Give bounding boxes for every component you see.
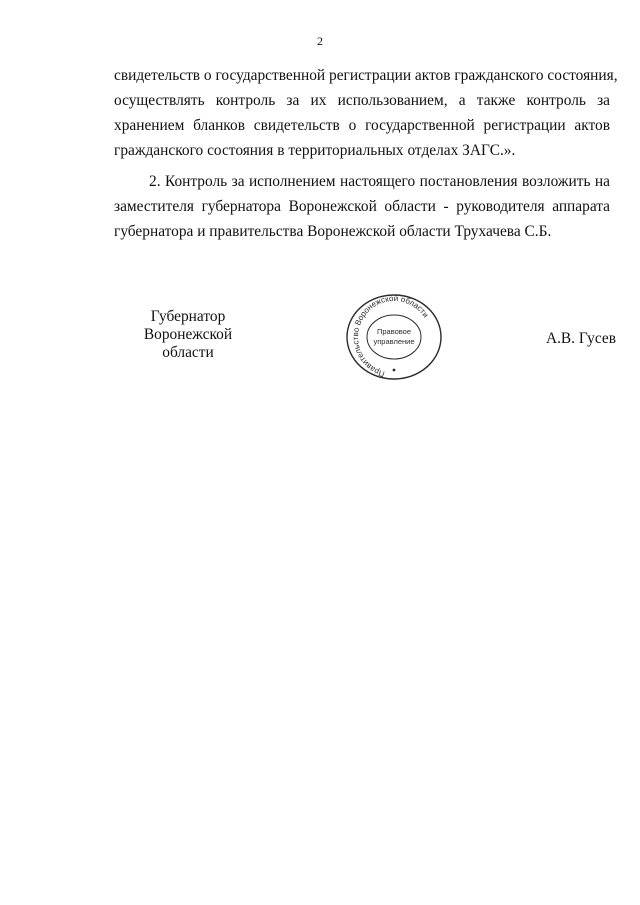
paragraph-2-line-2: заместителя губернатора Воронежской области - руководителя аппарата [114,198,610,215]
signatory-title [118,308,258,362]
paragraph-2-line-3: губернатора и правительства Воронежской области Трухачева С.Б. [114,223,552,240]
paragraph-2-line-1: 2. Контроль за исполнением настоящего постановления возложить на [149,173,610,190]
signatory-name: А.В. Гусев [545,330,616,347]
signatory-title-line-2: Воронежской области [143,326,233,361]
seal-outer-text: Правительство Воронежской области [350,293,431,379]
page-number: 2 [317,34,323,48]
seal-star-icon [393,369,396,372]
paragraph-1-line-4: гражданского состояния в территориальных отделах ЗАГС.». [114,142,516,159]
seal-inner-line-1: Правовое [376,327,412,336]
paragraph-1-line-1: свидетельств о государственной регистрации актов гражданского состояния, [114,67,618,84]
official-seal [339,292,449,382]
paragraph-1-line-2: осуществлять контроль за их использованием, а также контроль за [114,92,610,109]
document-body [114,63,618,244]
paragraph-1-line-3: хранением бланков свидетельств о государственной регистрации актов [114,117,610,134]
seal-inner-line-2: управление [373,337,415,346]
signatory-title-line-1: Губернатор [150,308,226,325]
